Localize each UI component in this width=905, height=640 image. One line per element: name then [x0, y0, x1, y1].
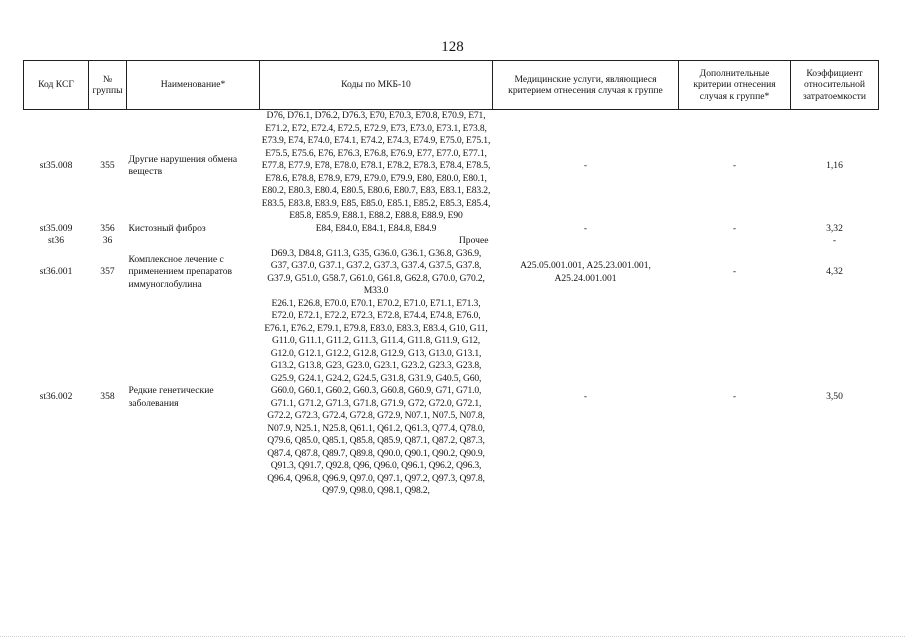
section-row — [24, 235, 879, 248]
ksg-code: st36 — [48, 235, 64, 246]
extra-criteria: - — [732, 391, 737, 403]
medical-services: A25.05.001.001, A25.23.001.001, A25.24.001.001 — [520, 260, 651, 284]
header-mkb-codes: Коды по МКБ-10 — [260, 61, 493, 110]
medical-services: - — [583, 160, 588, 171]
coefficient: - — [832, 235, 837, 246]
group-number: 358 — [100, 391, 115, 403]
extra-criteria: - — [732, 160, 737, 171]
mkb-codes: D76, D76.1, D76.2, D76.3, E70, E70.3, E70.8, E70.9, E71, E71.2, E72, E72.4, E72.5, E72.9, E73, E73.0, E73.1, E73.8, E73.9, E74, E74.0, E74.1, E74.2, E74.3, E74.9, E75.0, E75.1, E75.5, E75.6, E76, E76.3, E76.8, E76.9, E77, E77.0, E77.1, E77.8, E77.9, E78, E78.0, E78.1, E78.2, E78.3, E78.4, E78.5, E78.6, E78.8, E78.9, E79, E79.0, E79.9, E80, E80.0, E80.1, E80.2, E80.3, E80.4, E80.5, E80.6, E80.7, E83, E83.1, E83.2, E83.5, E83.8, E83.9, E85, E85.0, E85.1, E85.2, E85.3, E85.4, E85.8, E85.9, E88.1, E88.2, E88.8, E88.9, E90 — [261, 110, 491, 221]
mkb-codes: E26.1, E26.8, E70.0, E70.1, E70.2, E71.0, E71.1, E71.3, E72.0, E72.1, E72.2, E72.3, E72.8, E74.4, E74.8, E76.0, E76.1, E76.2, E79.1, E79.8, E83.0, E83.3, E83.4, G10, G11, G11.0, G11.1, G11.2, G11.3, G11.4, G11.8, G11.9, G12, G12.0, G12.1, G12.2, G12.8, G12.9, G13, G13.0, G13.1, G13.2, G13.8, G23, G23.0, G23.1, G23.2, G23.3, G23.8, G25.9, G24.1, G24.2, G24.5, G31.8, G31.9, G40.5, G60, G60.0, G60.1, G60.2, G60.3, G60.8, G60.9, G71, G71.0, G71.1, G71.2, G71.3, G71.8, G71.9, G72, G72.0, G72.1, G72.2, G72.3, G72.4, G72.8, G72.9, N07.1, N07.5, N07.8, N07.9, N25.1, N25.8, Q61.1, Q61.2, Q61.3, Q77.4, Q78.0, Q79.6, Q85.0, Q85.1, Q85.8, Q85.9, Q87.1, Q87.2, Q87.3, Q87.4, Q87.8, Q89.7, Q89.8, Q90.0, Q90.1, Q90.2, Q90.9, Q91.3, Q91.7, Q92.8, Q96, Q96.0, Q96.1, Q96.2, Q96.3, Q96.4, Q96.8, Q96.9, Q97.0, Q97.1, Q97.2, Q97.3, Q97.8, Q97.9, Q98.0, Q98.1, Q98.2, — [264, 297, 488, 496]
group-name: Другие нарушения обмена веществ — [128, 153, 238, 178]
table-row — [24, 248, 879, 298]
ksg-table — [23, 60, 879, 498]
coefficient: 3,50 — [826, 391, 843, 403]
mkb-codes: E84, E84.0, E84.1, E84.8, E84.9 — [315, 222, 437, 234]
page-number: 128 — [441, 39, 464, 55]
section-title: Прочее — [458, 235, 489, 246]
table-row — [24, 298, 879, 498]
group-number: 357 — [100, 266, 115, 278]
ksg-code: st35.009 — [39, 222, 73, 234]
group-number: 36 — [102, 235, 113, 246]
coefficient: 3,32 — [826, 222, 843, 234]
header-coefficient: Коэффициент относительной затратоемкости — [791, 61, 879, 110]
extra-criteria: - — [732, 266, 737, 278]
table-header-row — [24, 61, 879, 110]
coefficient: 1,16 — [826, 160, 843, 171]
medical-services: - — [583, 222, 588, 234]
group-name: Редкие генетические заболевания — [128, 385, 214, 409]
ksg-code: st36.002 — [39, 391, 73, 403]
group-name: Кистозный фиброз — [128, 222, 206, 234]
header-code: Код КСГ — [24, 61, 89, 110]
medical-services: - — [583, 391, 588, 403]
ksg-code: st36.001 — [39, 266, 73, 278]
group-number: 355 — [100, 160, 115, 171]
table-row — [24, 223, 879, 236]
ksg-code: st35.008 — [39, 160, 73, 171]
extra-criteria: - — [732, 222, 737, 234]
coefficient: 4,32 — [826, 266, 843, 278]
mkb-codes: D69.3, D84.8, G11.3, G35, G36.0, G36.1, G36.8, G36.9, G37, G37.0, G37.1, G37.2, G37.3, G37.4, G37.5, G37.8, G37.9, G51.0, G58.7, G61.0, G61.8, G62.8, G70.0, G70.2, M33.0 — [267, 247, 485, 296]
page-bottom-edge — [0, 636, 905, 637]
group-number: 356 — [100, 222, 115, 234]
header-group-number: № группы — [89, 61, 127, 110]
header-medical-services: Медицинские услуги, являющиеся критерием отнесения случая к группе — [493, 61, 679, 110]
header-extra-criteria: Дополнительные критерии отнесения случая к группе* — [679, 61, 791, 110]
table-row — [24, 110, 879, 223]
header-name: Наименование* — [127, 61, 260, 110]
group-name: Комплексное лечение с применением препаратов иммуноглобулина — [128, 253, 233, 290]
